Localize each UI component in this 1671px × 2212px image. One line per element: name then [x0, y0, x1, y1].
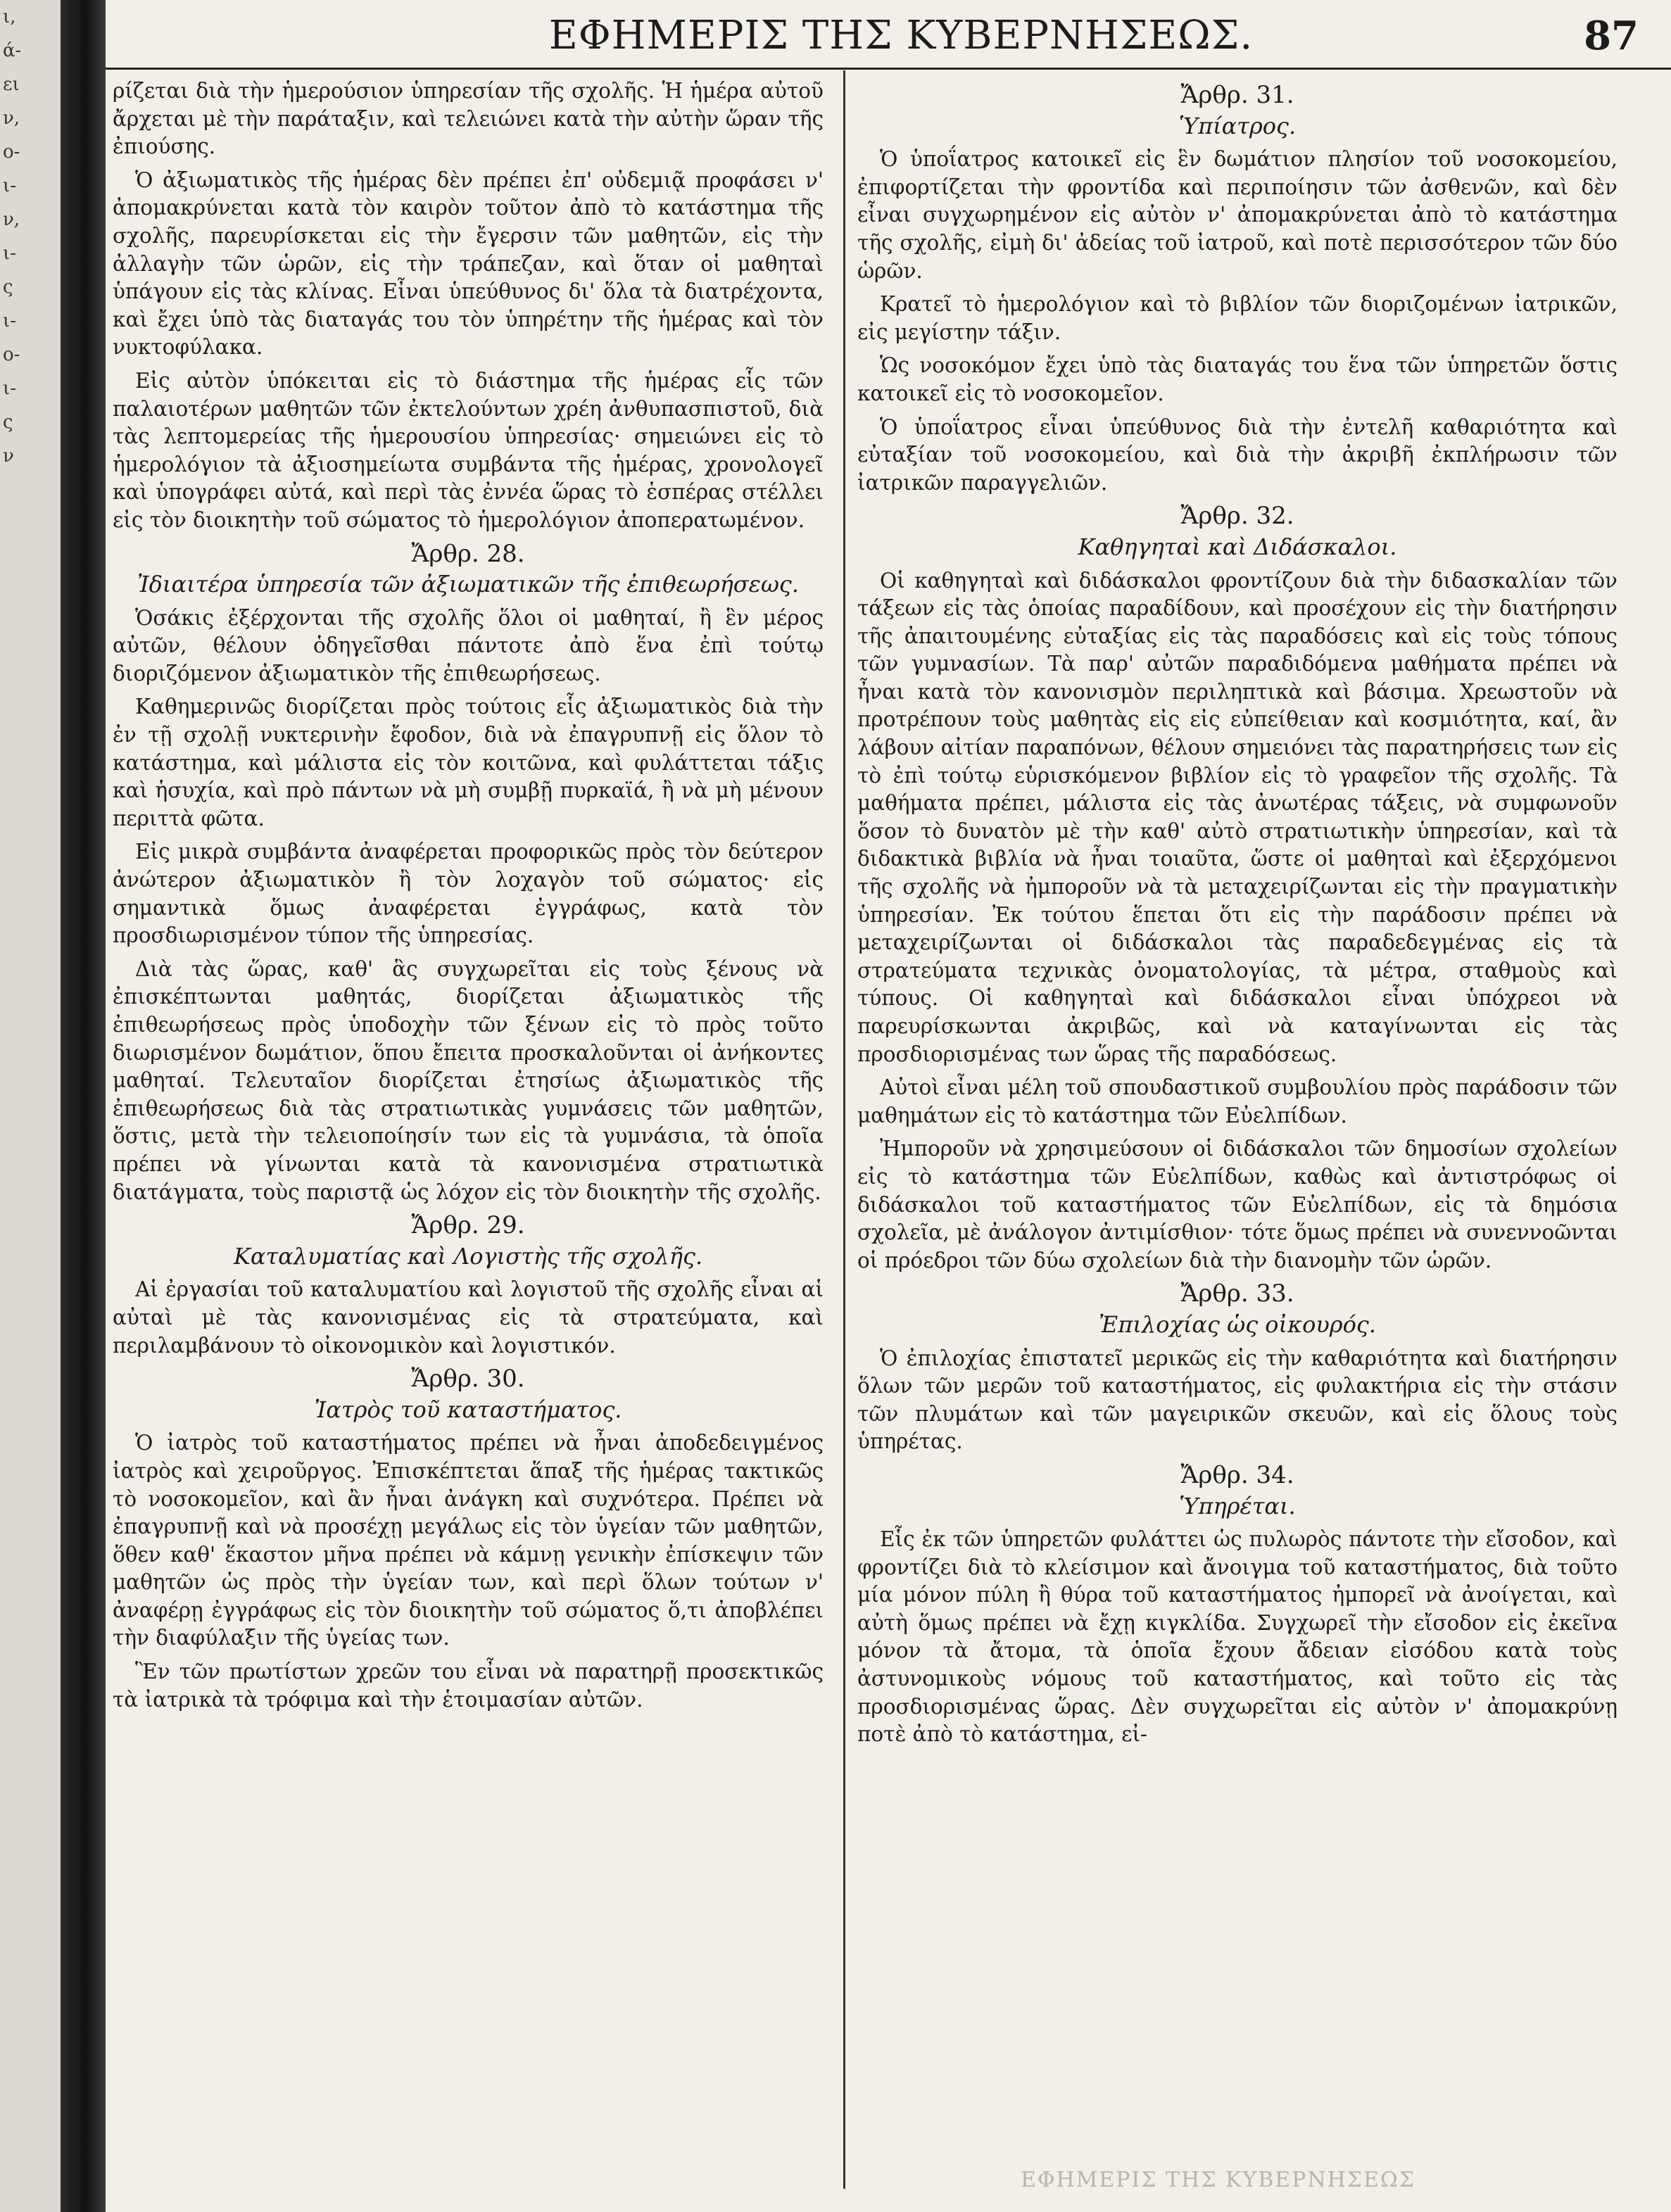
margin-fragment: ν	[3, 445, 14, 467]
margin-fragment: ς	[3, 412, 13, 433]
margin-fragment: ι,	[3, 6, 16, 27]
header-rule	[106, 68, 1671, 70]
article-number: Ἄρθρ. 33.	[1180, 1279, 1294, 1308]
paragraph: Ὁ ἀξιωματικὸς τῆς ἡμέρας δὲν πρέπει ἐπ' οὐδεμιᾷ προφάσει ν' ἀπομακρύνεται κατὰ τὸν καιρὸν τοῦτον ἀπὸ τὸ κατάστημα τῆς σχολῆς, παρευρίσκεται εἰς τὴν ἔγερσιν τῶν μαθητῶν, εἰς τὴν ἀλλαγὴν τῶν ὡρῶν, εἰς τὴν τράπεζαν, καὶ ὅταν οἱ μαθηταὶ ὑπάγουν εἰς τὰς κλίνας. Εἶναι ὑπεύθυνος δι' ὅλα τὰ διατρέχοντα, καὶ ἔχει ὑπὸ τὰς διαταγάς του τὸν ὑπηρέτην τῆς ἡμέρας καὶ τὸν νυκτοφύλακα.	[113, 168, 824, 360]
margin-fragment: ά-	[3, 40, 22, 61]
margin-fragment: ι-	[3, 310, 16, 331]
paragraph: Κρατεῖ τὸ ἡμερολόγιον καὶ τὸ βιβλίον τῶν διοριζομένων ἰατρικῶν, εἰς μεγίστην τάξιν.	[857, 292, 1618, 344]
page-header	[106, 7, 1671, 63]
margin-fragment: ν,	[3, 209, 20, 230]
right-column	[857, 77, 1618, 2182]
page-number: 87	[1584, 13, 1639, 59]
margin-fragment: ο-	[3, 141, 20, 163]
bleed-through-text: ΕΦΗΜΕΡΙΣ ΤΗΣ ΚΥΒΕΡΝΗΣΕΩΣ	[1021, 2168, 1415, 2192]
margin-fragment: ει	[3, 74, 20, 95]
adjacent-page-margin	[0, 0, 61, 2212]
paragraph: Αἱ ἐργασίαι τοῦ καταλυματίου καὶ λογιστοῦ τῆς σχολῆς εἶναι αἱ αὐταὶ μὲ τὰς κανονισμένας εἰς τὰ στρατεύματα, καὶ περιλαμβάνουν τὸ οἰκονομικὸν καὶ λογιστικόν.	[113, 1277, 824, 1358]
article-number: Ἄρθρ. 32.	[1180, 502, 1294, 531]
margin-fragment: ι-	[3, 243, 16, 264]
left-column	[113, 77, 824, 2182]
margin-fragment: ν,	[3, 108, 20, 129]
paragraph: Ὁ ἰατρὸς τοῦ καταστήματος πρέπει νὰ ἦναι ἀποδεδειγμένος ἰατρὸς καὶ χειροῦργος. Ἐπισκέπτεται ἅπαξ τῆς ἡμέρας τακτικῶς τὸ νοσοκομεῖον, καὶ ἂν ἦναι ἀνάγκη καὶ συχνότερα. Πρέπει νὰ ἐπαγρυπνῇ καὶ νὰ προσέχῃ μεγάλως εἰς τὸν ὑγείαν τῶν μαθητῶν, ὅθεν καθ' ἕκαστον μῆνα πρέπει νὰ κάμνῃ γενικὴν ἐπίσκεψιν τῶν μαθητῶν ὡς πρὸς τὴν ὑγείαν των, καὶ περὶ ὅλων τούτων ν' ἀναφέρῃ ἐγγράφως εἰς τὸν διοικητὴν τοῦ σώματος ὅ,τι ἀποβλέπει τὴν διαφύλαξιν τῆς ὑγείας των.	[113, 1431, 824, 1650]
paragraph: Ἓν τῶν πρωτίστων χρεῶν του εἶναι νὰ παρατηρῇ προσεκτικῶς τὰ ἰατρικὰ τὰ τρόφιμα καὶ τὴν ἑτοιμασίαν αὐτῶν.	[113, 1660, 824, 1712]
margin-fragment: ο-	[3, 344, 20, 365]
article-number: Ἄρθρ. 29.	[411, 1211, 525, 1240]
margin-fragment: ι-	[3, 175, 16, 196]
gazette-title: ΕΦΗΜΕΡΙΣ ΤΗΣ ΚΥΒΕΡΝΗΣΕΩΣ.	[548, 13, 1254, 58]
paragraph: Αὐτοὶ εἶναι μέλη τοῦ σπουδαστικοῦ συμβουλίου πρὸς παράδοσιν τῶν μαθημάτων εἰς τὸ κατάστημα τῶν Εὐελπίδων.	[857, 1075, 1618, 1127]
paragraph: Εἰς αὐτὸν ὑπόκειται εἰς τὸ διάστημα τῆς ἡμέρας εἷς τῶν παλαιοτέρων μαθητῶν τῶν ἐκτελούντων χρέη ἀνθυπασπιστοῦ, διὰ τὰς λεπτομερείας τῆς ἡμερουσίου ὑπηρεσίας· σημειώνει εἰς τὸ ἡμερολόγιον τὰ ἀξιοσημείωτα συμβάντα τῆς ἡμέρας, χρονολογεῖ καὶ ὑπογράφει αὐτά, καὶ περὶ τὰς ἐννέα ὥρας τὸ ἑσπέρας στέλλει εἰς τὸν διοικητὴν τοῦ σώματος τὸ ἡμερολόγιον ἀποπερατωμένον.	[113, 368, 824, 532]
article-number: Ἄρθρ. 28.	[411, 539, 525, 568]
article-number: Ἄρθρ. 31.	[1180, 81, 1294, 109]
paragraph: Διὰ τὰς ὥρας, καθ' ἃς συγχωρεῖται εἰς τοὺς ξένους νὰ ἐπισκέπτωνται μαθητάς, διορίζεται ἀξιωματικὸς τῆς ἐπιθεωρήσεως πρὸς ὑποδοχὴν τῶν ξένων εἰς τὸ πρὸς τοῦτο διωρισμένον δωμάτιον, ὅπου ἔπειτα προσκαλοῦνται οἱ ἀνήκοντες μαθηταί. Τελευταῖον διορίζεται ἐτησίως ἀξιωματικὸς τῆς ἐπιθεωρήσεως διὰ τὰς στρατιωτικὰς γυμνάσεις τῶν μαθητῶν, ὅστις, μετὰ τὴν τελειοποίησίν των εἰς τὰ γυμνάσια, τὰ ὁποῖα πρέπει νὰ γίνωνται κατὰ τὰ κανονισμένα στρατιωτικὰ διατάγματα, τοὺς παριστᾷ ὡς λόχον εἰς τὸν διοικητὴν τῆς σχολῆς.	[113, 956, 824, 1204]
paragraph: Ἠμποροῦν νὰ χρησιμεύσουν οἱ διδάσκαλοι τῶν δημοσίων σχολείων εἰς τὸ κατάστημα τῶν Εὐελπίδων, καθὼς καὶ ἀντιστρόφως οἱ διδάσκαλοι τοῦ καταστήματος τῶν Εὐελπίδων, εἰς τὰ δημόσια σχολεῖα, μὲ ἀνάλογον ἀντιμίσθιον· τότε ὅμως πρέπει νὰ συνεννοῶνται οἱ πρόεδροι τῶν δύω σχολείων διὰ τὴν διανομὴν τῶν ὡρῶν.	[857, 1137, 1618, 1272]
paragraph: Εἷς ἐκ τῶν ὑπηρετῶν φυλάττει ὡς πυλωρὸς πάντοτε τὴν εἴσοδον, καὶ φροντίζει διὰ τὸ κλείσιμον καὶ ἄνοιγμα τοῦ καταστήματος, διὰ τοῦτο μία μόνον πύλη ἢ θύρα τοῦ καταστήματος ἠμπορεῖ νὰ ἀνοίγεται, καὶ αὐτὴ ὅμως πρέπει νὰ ἔχῃ κιγκλίδα. Συγχωρεῖ τὴν εἴσοδον εἰς ἐκεῖνα μόνον τὰ ἄτομα, τὰ ὁποῖα ἔχουν ἄδειαν εἰσόδου κατὰ τοὺς ἀστυνομικοὺς νόμους τοῦ καταστήματος, καὶ τοῦτο εἰς τὰς προσδιορισμένας ὥρας. Δὲν συγχωρεῖται εἰς αὐτὸν ν' ἀπομακρύνῃ ποτὲ ἀπὸ τὸ κατάστημα, εἰ-	[857, 1527, 1618, 1747]
book-binding-shadow	[61, 0, 106, 2212]
paragraph: Ὁ ἐπιλοχίας ἐπιστατεῖ μερικῶς εἰς τὴν καθαριότητα καὶ διατήρησιν ὅλων τῶν μερῶν τοῦ καταστήματος, εἰς φυλακτήρια εἰς τὴν στάσιν τῶν πλυμάτων καὶ τῶν μαγειρικῶν σκευῶν, καὶ εἰς ὅλους τοὺς ὑπηρέτας.	[857, 1346, 1618, 1454]
article-title: Καθηγηταὶ καὶ Διδάσκαλοι.	[1078, 533, 1397, 560]
margin-fragment: ι-	[3, 378, 16, 399]
article-title: Ὑπίατρος.	[1178, 112, 1297, 139]
paragraph: Ὁσάκις ἐξέρχονται τῆς σχολῆς ὅλοι οἱ μαθηταί, ἢ ἓν μέρος αὐτῶν, θέλουν ὁδηγεῖσθαι πάντοτε ἀπὸ ἕνα ἐπὶ τούτῳ διοριζόμενον ἀξιωματικὸν τῆς ἐπιθεωρήσεως.	[113, 605, 824, 685]
paragraph: Εἰς μικρὰ συμβάντα ἀναφέρεται προφορικῶς πρὸς τὸν δεύτερον ἀνώτερον ἀξιωματικὸν ἢ τὸν λοχαγὸν τοῦ σώματος· εἰς σημαντικὰ ὅμως ἀναφέρεται ἐγγράφως, κατὰ τὸν προσδιωρισμένον τύπον τῆς ὑπηρεσίας.	[113, 840, 824, 948]
article-title: Καταλυματίας καὶ Λογιστὴς τῆς σχολῆς.	[233, 1242, 703, 1270]
margin-fragment: ς	[3, 277, 13, 298]
newspaper-page	[106, 0, 1671, 2212]
article-number: Ἄρθρ. 34.	[1180, 1460, 1294, 1489]
article-number: Ἄρθρ. 30.	[411, 1365, 525, 1393]
paragraph: Ὁ ὑποΐατρος κατοικεῖ εἰς ἓν δωμάτιον πλησίον τοῦ νοσοκομείου, ἐπιφορτίζεται τὴν φροντίδα καὶ περιποίησιν τῶν ἀσθενῶν, καὶ δὲν εἶναι συγχωρημένον εἰς αὐτὸν ν' ἀπομακρύνεται ἀπὸ τὸ κατάστημα τῆς σχολῆς, εἰμὴ δι' ἀδείας τοῦ ἰατροῦ, καὶ ποτὲ περισσότερον τῶν δύο ὡρῶν.	[857, 147, 1618, 283]
paragraph: Ὡς νοσοκόμον ἔχει ὑπὸ τὰς διαταγάς του ἕνα τῶν ὑπηρετῶν ὅστις κατοικεῖ εἰς τὸ νοσοκομεῖον.	[857, 353, 1618, 405]
article-title: Ἰδιαιτέρα ὑπηρεσία τῶν ἀξιωματικῶν τῆς ἐπιθεωρήσεως.	[137, 571, 799, 598]
paragraph: Οἱ καθηγηταὶ καὶ διδάσκαλοι φροντίζουν διὰ τὴν διδασκαλίαν τῶν τάξεων εἰς τὰς ὁποίας παραδίδουν, καὶ προσέχουν εἰς τὴν διατήρησιν τῆς ἀπαιτουμένης εὐταξίας εἰς τὰς παραδόσεις καὶ εἰς τοὺς τόπους τῶν γυμνασίων. Τὰ παρ' αὐτῶν παραδιδόμενα μαθήματα πρέπει νὰ ἦναι κατὰ τὸν κανονισμὸν περιληπτικὰ καὶ βάσιμα. Χρεωστοῦν νὰ προτρέπουν τοὺς μαθητὰς εἰς εἰς εὐπείθειαν καὶ κοσμιότητα, καί, ἂν λάβουν αἰτίαν παραπόνων, θέλουν σημειόνει τὰς παρατηρήσεις των εἰς τὸ ἐπὶ τούτῳ εὑρισκόμενον βιβλίον εἰς τὸ γραφεῖον τῆς σχολῆς. Τὰ μαθήματα πρέπει, μάλιστα εἰς τὰς ἀνωτέρας τάξεις, νὰ συμφωνοῦν ὅσον τὸ δυνατὸν μὲ τὴν καθ' αὐτὸ στρατιωτικὴν ὑπηρεσίαν, καὶ τὰ διδακτικὰ βιβλία νὰ ἦναι τοιαῦτα, ὥστε οἱ μαθηταὶ καὶ ἐξερχόμενοι τῆς σχολῆς νὰ ἠμποροῦν νὰ τὰ μεταχειρίζωνται εἰς τὴν πραγματικὴν ὑπηρεσίαν. Ἐκ τούτου ἕπεται ὅτι εἰς τὴν παράδοσιν πρέπει νὰ μεταχειρίζωνται οἱ διδάσκαλοι τὰς παραδεδεγμένας εἰς τὰ στρατεύματα τεχνικὰς ὀνοματολογίας, τὰ μέτρα, σταθμοὺς καὶ τύπους. Οἱ καθηγηταὶ καὶ διδάσκαλοι εἶναι ὑπόχρεοι νὰ παρευρίσκωνται ἀκριβῶς, καὶ νὰ καταγίνωνται εἰς τὰς προσδιορισμένας των ὥρας τῆς παραδόσεως.	[857, 568, 1618, 1066]
article-title: Ὑπηρέται.	[1179, 1492, 1296, 1519]
paragraph: ρίζεται διὰ τὴν ἡμερούσιον ὑπηρεσίαν τῆς σχολῆς. Ἡ ἡμέρα αὐτοῦ ἄρχεται μὲ τὴν παράταξιν, καὶ τελειώνει κατὰ τὴν αὐτὴν ὥραν τῆς ἐπιούσης.	[113, 79, 824, 159]
paragraph: Καθημερινῶς διορίζεται πρὸς τούτοις εἷς ἀξιωματικὸς διὰ τὴν ἐν τῇ σχολῇ νυκτερινὴν ἔφοδον, διὰ νὰ ἐπαγρυπνῇ εἰς ὅλον τὸ κατάστημα, καὶ μάλιστα εἰς τὸν κοιτῶνα, καὶ φυλάττεται τάξις καὶ ἡσυχία, καὶ πρὸ πάντων νὰ μὴ συμβῇ πυρκαϊά, ἢ νὰ μὴ μένουν περιττὰ φῶτα.	[113, 695, 824, 830]
article-title: Ἰατρὸς τοῦ καταστήματος.	[314, 1396, 622, 1423]
paragraph: Ὁ ὑποΐατρος εἶναι ὑπεύθυνος διὰ τὴν ἐντελῆ καθαριότητα καὶ εὐταξίαν τοῦ νοσοκομείου, καὶ διὰ τὴν ἀκριβῆ ἐκπλήρωσιν τῶν ἰατρικῶν παραγγελιῶν.	[857, 415, 1618, 495]
column-divider	[843, 70, 845, 2189]
article-title: Ἐπιλοχίας ὡς οἰκουρός.	[1099, 1310, 1376, 1338]
